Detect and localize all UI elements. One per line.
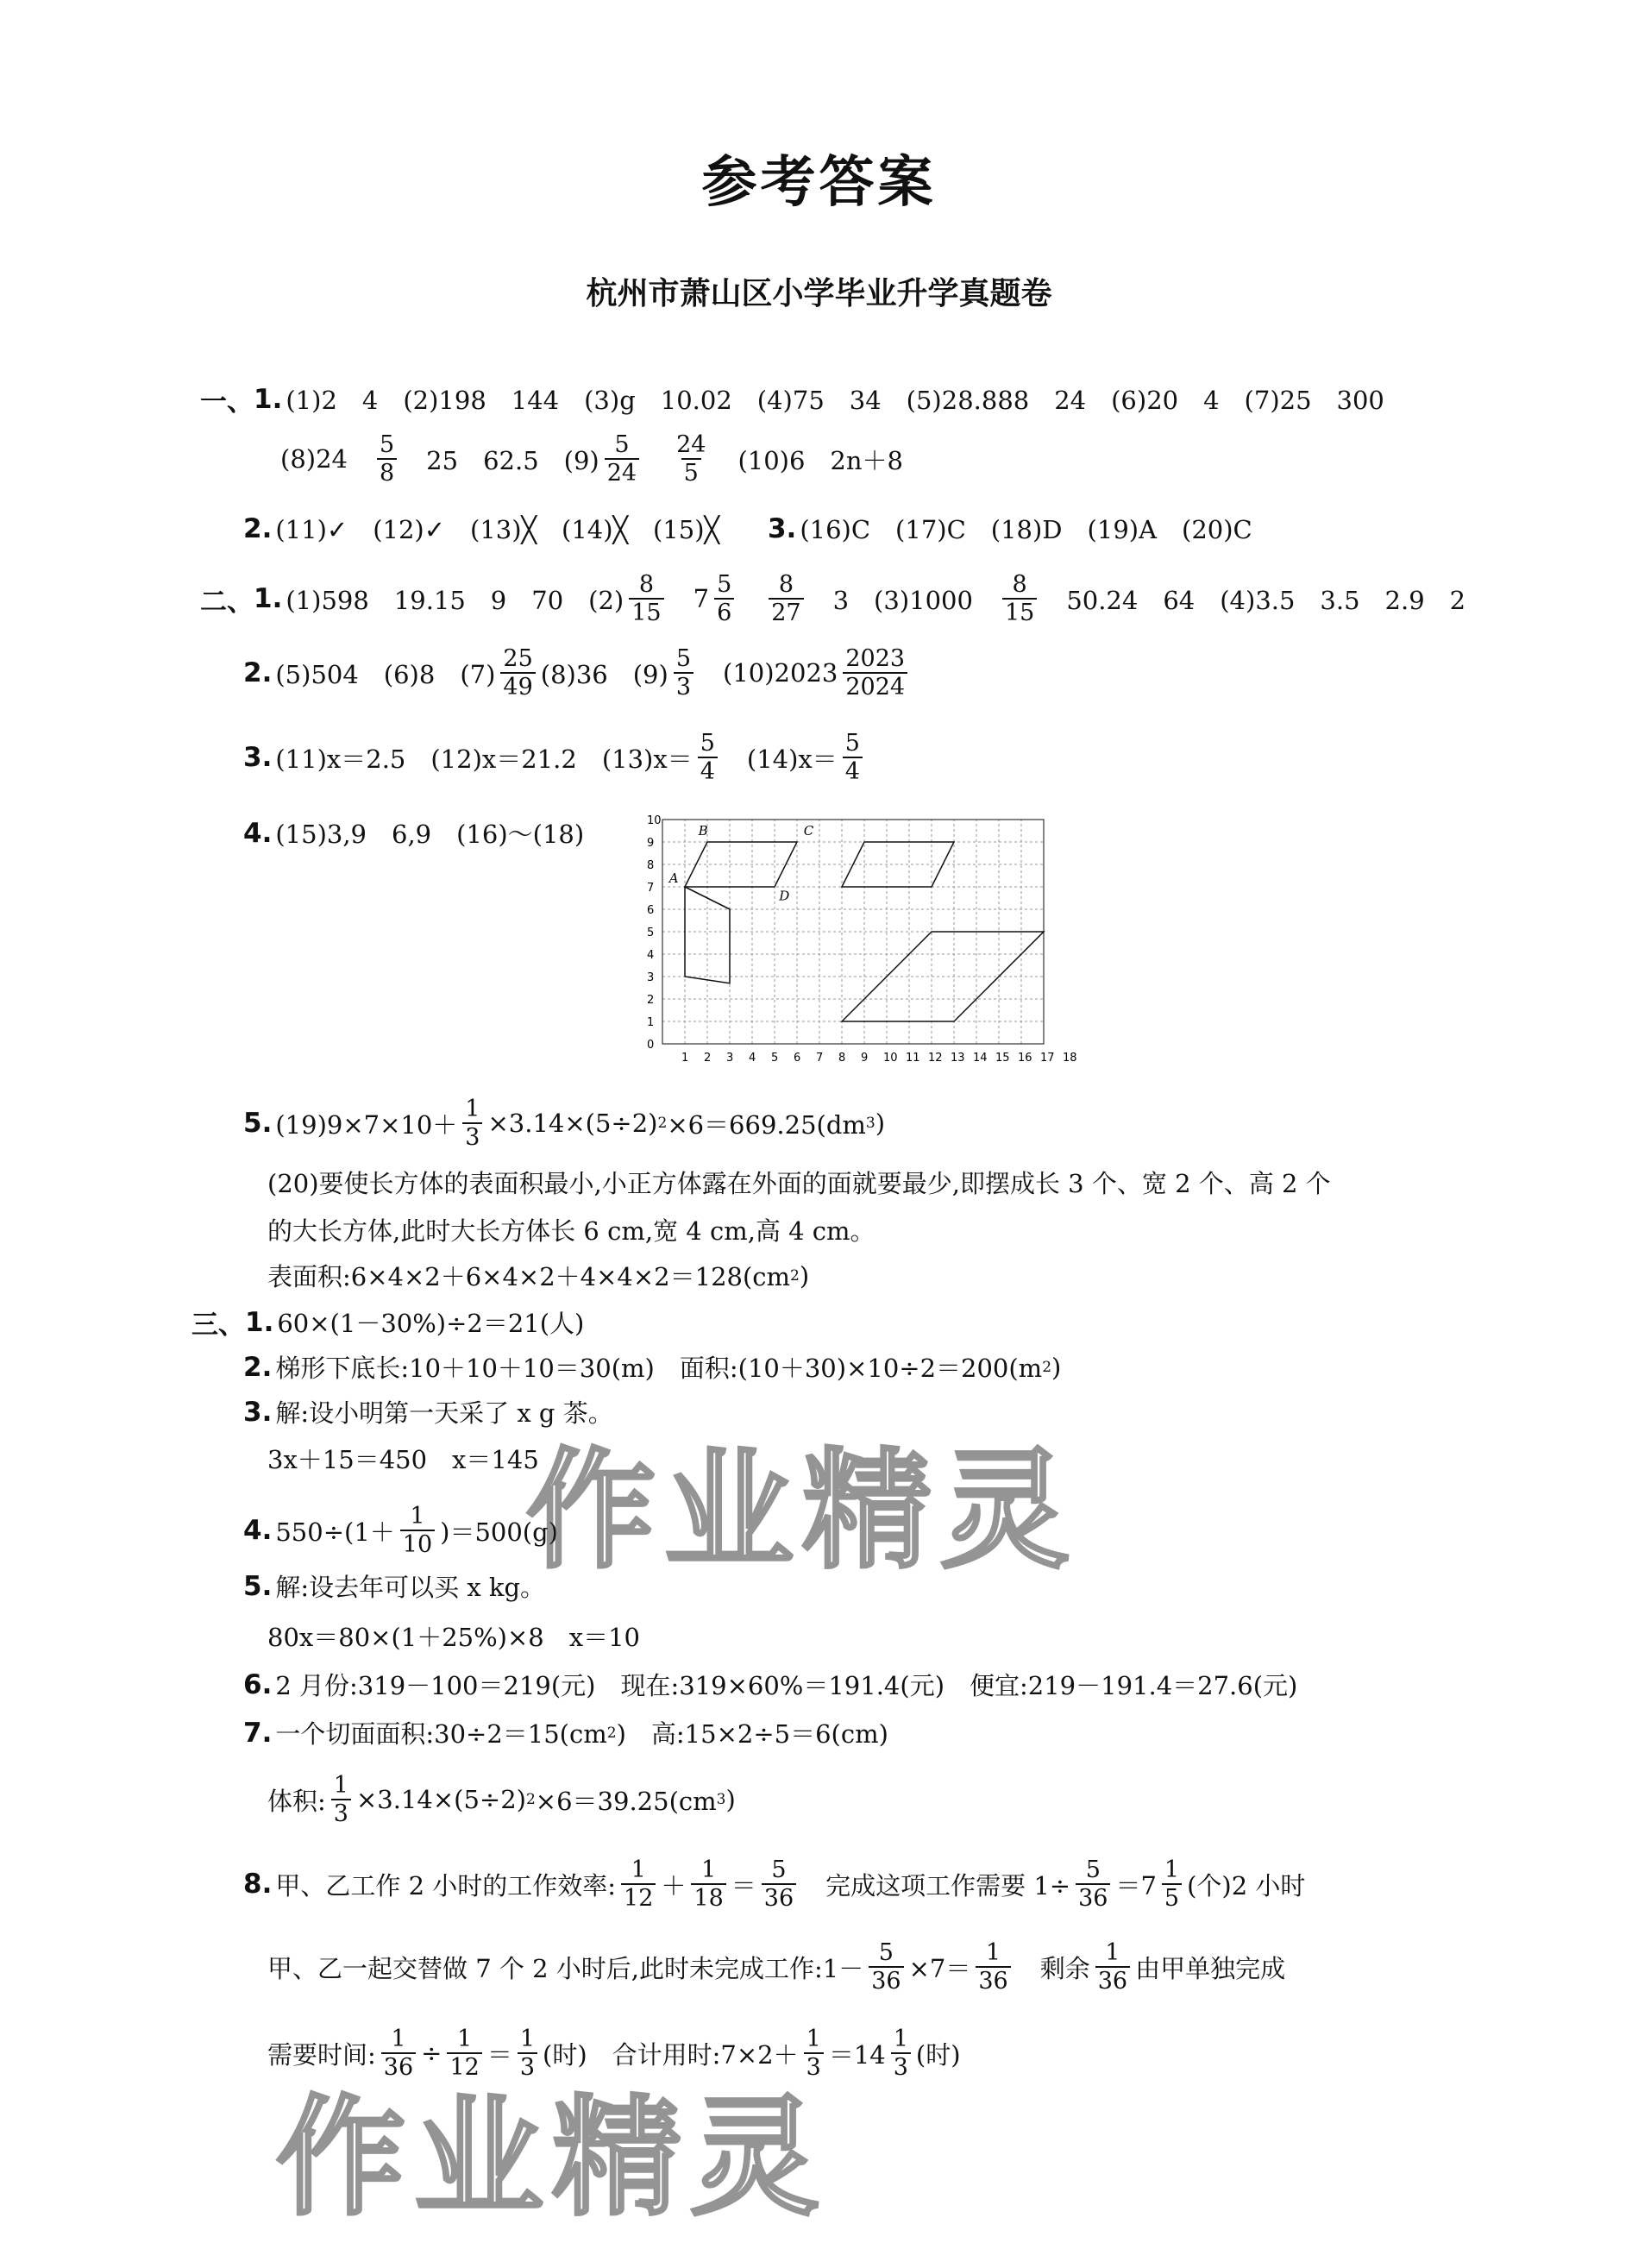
answer-text: 50.24 64 (4)3.5 3.5 2.9 2 xyxy=(1066,585,1466,615)
question-number: 1. xyxy=(254,383,283,415)
answer-text: 解:设去年可以买 x kg。 xyxy=(275,1573,546,1602)
answer-text: ×6＝669.25(dm xyxy=(667,1109,866,1140)
y-tick-label: 4 xyxy=(647,949,655,962)
operator: ＝ xyxy=(486,2039,512,2070)
exponent: 3 xyxy=(865,1115,875,1133)
answer-text: ) xyxy=(799,1260,810,1291)
watermark: 作业精灵 xyxy=(526,1436,1079,1586)
s1-line3 xyxy=(243,511,1252,546)
fraction: $\frac{24}{5}$ xyxy=(676,431,706,487)
fraction: $\frac{1}{3}$ xyxy=(331,1772,351,1827)
answer-text: (14)x＝ xyxy=(746,744,838,774)
y-tick-label: 6 xyxy=(647,904,655,917)
y-tick-label: 3 xyxy=(647,971,655,984)
question-number: 5. xyxy=(243,1570,273,1602)
answer-text: )＝500(g) xyxy=(440,1517,558,1547)
fraction: $\frac{5}{36}$ xyxy=(762,1856,796,1912)
answer-text: (1)2 4 (2)198 144 (3)g 10.02 (4)75 34 (5)28.888 24 (6)20 4 (7)25 300 xyxy=(286,386,1384,415)
s1-line2 xyxy=(280,431,903,487)
page-title: 参考答案 xyxy=(701,150,937,215)
exponent: 2 xyxy=(790,1266,800,1285)
x-tick-label: 10 xyxy=(883,1052,898,1065)
x-tick-label: 6 xyxy=(794,1052,801,1065)
answer-text: ＝14 xyxy=(828,2039,886,2070)
answer-text: (15)3,9 6,9 (16)～(18) xyxy=(275,820,585,849)
answer-text: 体积: xyxy=(267,1786,326,1816)
operator: ＋ xyxy=(661,1870,687,1900)
y-tick-label: 2 xyxy=(647,994,655,1007)
question-number: 7. xyxy=(243,1717,273,1749)
answer-text: ) xyxy=(1051,1352,1062,1382)
answer-text: 7 xyxy=(693,584,710,614)
fraction: $\frac{8}{27}$ xyxy=(769,571,803,626)
answer-text: (8)24 xyxy=(280,444,348,474)
x-tick-label: 8 xyxy=(838,1052,846,1065)
y-tick-label: 5 xyxy=(647,927,655,939)
answer-text: ) xyxy=(725,1785,736,1815)
s1-line1 xyxy=(200,380,1384,418)
x-tick-label: 3 xyxy=(726,1052,734,1065)
answer-text: (时) 合计用时:7×2＋ xyxy=(543,2039,799,2070)
answer-text: (11)x＝2.5 (12)x＝21.2 (13)x＝ xyxy=(275,744,693,774)
question-number: 2. xyxy=(243,1351,273,1383)
operator: ÷ xyxy=(421,2039,442,2069)
question-number: 4. xyxy=(243,1515,273,1547)
grid-axes xyxy=(647,814,1077,1065)
point-label: D xyxy=(779,888,790,904)
fraction: $\frac{1}{5}$ xyxy=(1162,1856,1182,1912)
x-tick-label: 11 xyxy=(906,1052,920,1065)
answer-text: ) xyxy=(875,1109,886,1139)
answer-text: 的大长方体,此时大长方体长 6 cm,宽 4 cm,高 4 cm。 xyxy=(267,1216,875,1246)
fraction: $\frac{1}{36}$ xyxy=(976,1939,1010,1995)
answer-text: 解:设小明第一天采了 x g 茶。 xyxy=(275,1398,613,1428)
s2-line2 xyxy=(243,645,913,701)
question-number: 8. xyxy=(243,1869,273,1900)
answer-text: 完成这项工作需要 1÷ xyxy=(825,1870,1071,1900)
section-marker: 二、 xyxy=(200,586,254,618)
fraction: $\frac{5}{4}$ xyxy=(698,730,718,785)
s3-line12 xyxy=(267,1939,1285,1995)
answer-text: ×3.14×(5÷2) xyxy=(487,1109,658,1139)
answer-text: (10)6 2n＋8 xyxy=(737,445,904,475)
x-tick-label: 17 xyxy=(1040,1052,1055,1065)
question-number: 3. xyxy=(243,742,273,774)
answer-text: (10)2023 xyxy=(723,658,838,688)
x-tick-label: 12 xyxy=(928,1052,943,1065)
s2-line7 xyxy=(267,1212,875,1247)
question-number: 2. xyxy=(243,512,273,544)
answer-text: 80x＝80×(1＋25%)×8 x＝10 xyxy=(267,1623,640,1652)
grid-labels xyxy=(668,823,814,903)
x-tick-label: 4 xyxy=(749,1052,756,1065)
x-tick-label: 1 xyxy=(681,1052,689,1065)
y-tick-label: 10 xyxy=(647,814,662,827)
x-tick-label: 2 xyxy=(704,1052,712,1065)
exponent: 3 xyxy=(716,1791,726,1809)
answer-text: ＝7 xyxy=(1115,1870,1157,1900)
fraction: $\frac{1}{3}$ xyxy=(518,2026,537,2081)
question-number: 1. xyxy=(254,583,283,615)
s3-line4 xyxy=(267,1441,539,1476)
x-tick-label: 7 xyxy=(816,1052,824,1065)
s2-line6 xyxy=(267,1165,1331,1200)
segment-ad xyxy=(685,887,730,909)
coordinate-grid xyxy=(637,811,1085,1070)
exponent: 2 xyxy=(606,1724,617,1742)
exponent: 2 xyxy=(657,1115,668,1133)
s2-line1 xyxy=(200,571,1465,626)
answer-text: 梯形下底长:10＋10＋10＝30(m) 面积:(10＋30)×10÷2＝200(m xyxy=(275,1354,1043,1383)
fraction: $\frac{25}{49}$ xyxy=(500,645,535,701)
s3-line2 xyxy=(243,1349,1061,1385)
s3-line1 xyxy=(191,1303,584,1341)
answer-text: 表面积:6×4×2＋6×4×2＋4×4×2＝128(cm xyxy=(267,1262,791,1291)
answer-text: ×7＝ xyxy=(908,1953,971,1983)
page-subtitle: 杭州市萧山区小学毕业升学真题卷 xyxy=(586,276,1052,311)
fraction: $\frac{1}{12}$ xyxy=(621,1856,656,1912)
fraction: $\frac{1}{3}$ xyxy=(804,2026,824,2081)
fraction: $\frac{1}{36}$ xyxy=(1095,1939,1130,1995)
x-tick-label: 9 xyxy=(861,1052,869,1065)
question-number: 5. xyxy=(243,1108,273,1140)
question-number: 2. xyxy=(243,657,273,689)
point-label: B xyxy=(698,823,708,839)
question-number: 3. xyxy=(767,512,797,544)
exponent: 2 xyxy=(1042,1358,1052,1376)
x-tick-label: 15 xyxy=(995,1052,1010,1065)
y-tick-label: 0 xyxy=(647,1039,655,1052)
question-number: 4. xyxy=(243,817,273,849)
fraction: $\frac{1}{12}$ xyxy=(447,2026,481,2081)
question-number: 3. xyxy=(243,1396,273,1428)
fraction: $\frac{5}{4}$ xyxy=(843,730,863,785)
fraction: $\frac{5}{24}$ xyxy=(605,431,639,487)
answer-text: 剩余 xyxy=(1039,1953,1090,1983)
fraction: $\frac{8}{15}$ xyxy=(629,571,663,626)
s3-line9 xyxy=(243,1715,888,1750)
answer-text: (11)✓ (12)✓ (13)╳ (14)╳ (15)╳ xyxy=(275,515,719,544)
fraction: $\frac{8}{15}$ xyxy=(1002,571,1037,626)
x-tick-label: 13 xyxy=(951,1052,965,1065)
fraction: $\frac{2023}{2024}$ xyxy=(843,645,907,701)
s3-line5 xyxy=(243,1503,558,1558)
answer-text: ×6＝39.25(cm xyxy=(535,1786,717,1816)
answer-text: 2 月份:319－100＝219(元) 现在:319×60%＝191.4(元) 便宜:219－191.4＝27.6(元) xyxy=(275,1671,1298,1700)
s3-line7 xyxy=(267,1618,640,1654)
exponent: 2 xyxy=(525,1791,536,1809)
s2-line8 xyxy=(267,1258,809,1293)
fraction: $\frac{1}{36}$ xyxy=(381,2026,416,2081)
fraction: $\frac{1}{3}$ xyxy=(462,1096,482,1151)
x-tick-label: 5 xyxy=(771,1052,779,1065)
question-number: 6. xyxy=(243,1668,273,1700)
answer-text: (时) xyxy=(915,2039,961,2070)
x-tick-label: 16 xyxy=(1018,1052,1032,1065)
section-marker: 一、 xyxy=(200,386,254,418)
answer-text: 3 (3)1000 xyxy=(832,585,973,615)
answer-text: 一个切面面积:30÷2＝15(cm xyxy=(275,1719,607,1749)
fraction: $\frac{1}{18}$ xyxy=(691,1856,725,1912)
answer-text: 25 62.5 (9) xyxy=(426,445,599,475)
x-tick-label: 18 xyxy=(1063,1052,1077,1065)
x-tick-label: 14 xyxy=(973,1052,988,1065)
answer-text: ×3.14×(5÷2) xyxy=(355,1785,526,1815)
s2-line3 xyxy=(243,730,868,785)
fraction: $\frac{1}{10}$ xyxy=(400,1503,435,1558)
answer-text: 60×(1－30%)÷2＝21(人) xyxy=(277,1309,585,1338)
answer-text: 需要时间: xyxy=(267,2039,376,2070)
answer-text: 由甲单独完成 xyxy=(1135,1953,1286,1983)
point-label: A xyxy=(668,870,679,886)
s3-line11 xyxy=(243,1856,1305,1912)
answer-text: (个)2 小时 xyxy=(1187,1870,1306,1900)
operator: ＝ xyxy=(731,1870,756,1900)
section-marker: 三、 xyxy=(191,1310,245,1341)
s3-line8 xyxy=(243,1667,1297,1702)
answer-text: 3x＋15＝450 x＝145 xyxy=(267,1445,539,1474)
answer-text: 甲、乙工作 2 小时的工作效率: xyxy=(275,1870,617,1900)
fraction: $\frac{1}{3}$ xyxy=(891,2026,911,2081)
fraction: $\frac{5}{8}$ xyxy=(377,431,397,487)
answer-text: (16)C (17)C (18)D (19)A (20)C xyxy=(800,515,1252,544)
answer-text: (19)9×7×10＋ xyxy=(275,1109,458,1140)
answer-text: 甲、乙一起交替做 7 个 2 小时后,此时未完成工作:1－ xyxy=(267,1953,864,1983)
fraction: $\frac{5}{36}$ xyxy=(1076,1856,1110,1912)
fraction: $\frac{5}{36}$ xyxy=(869,1939,903,1995)
answer-text: (20)要使长方体的表面积最小,小正方体露在外面的面就要最少,即摆成长 3 个、宽 2 个、高 2 个 xyxy=(267,1169,1331,1198)
y-tick-label: 9 xyxy=(647,837,655,850)
answer-text: (1)598 19.15 9 70 (2) xyxy=(286,585,624,615)
fraction: $\frac{5}{6}$ xyxy=(714,571,734,626)
s3-line6 xyxy=(243,1568,545,1604)
question-number: 1. xyxy=(245,1306,274,1338)
s2-line5 xyxy=(243,1096,885,1151)
s2-line4 xyxy=(243,815,584,851)
y-tick-label: 8 xyxy=(647,859,655,872)
y-tick-label: 7 xyxy=(647,882,655,895)
answer-text: 550÷(1＋ xyxy=(275,1517,395,1547)
s3-line10 xyxy=(267,1772,736,1827)
watermark: 作业精灵 xyxy=(276,2083,829,2233)
y-tick-label: 1 xyxy=(647,1016,655,1029)
point-label: C xyxy=(803,823,814,839)
answer-text: (5)504 (6)8 (7) xyxy=(275,659,496,689)
answer-text: ) 高:15×2÷5＝6(cm) xyxy=(616,1719,888,1749)
fraction: $\frac{5}{3}$ xyxy=(674,645,693,701)
answer-text: (8)36 (9) xyxy=(540,659,668,689)
